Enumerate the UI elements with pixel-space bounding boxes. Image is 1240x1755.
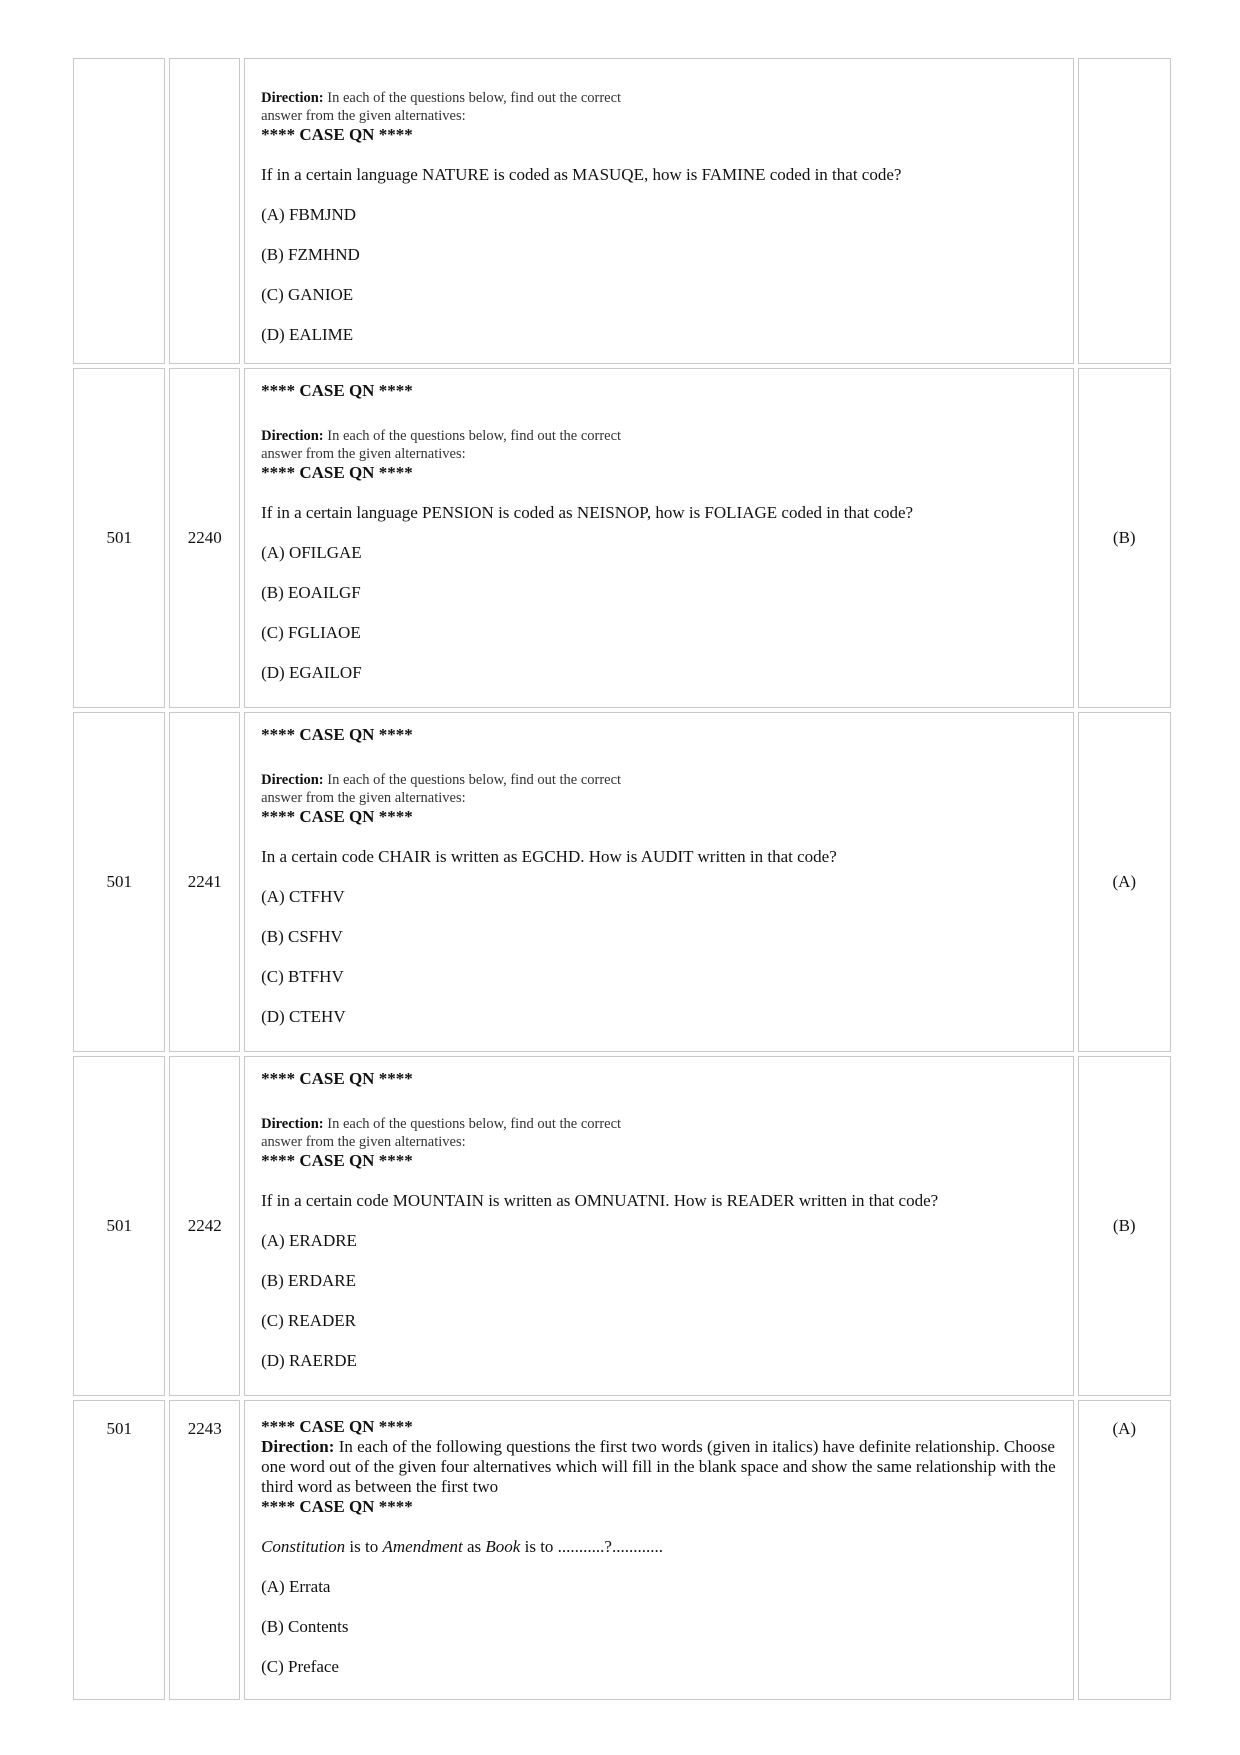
question-number-cell: 2240 [169, 368, 240, 708]
question-word-3: Book [485, 1537, 521, 1556]
paper-code-cell: 501 [73, 1400, 165, 1700]
answer-cell: (B) [1078, 1056, 1171, 1396]
case-marker: **** CASE QN **** [261, 381, 413, 400]
case-marker: **** CASE QN **** [261, 125, 413, 144]
table-row [73, 368, 1171, 708]
direction-line1: In each of the questions below, find out the correct [327, 1116, 622, 1132]
direction-line2: answer from the given alternatives: [261, 790, 466, 806]
direction-text [261, 771, 1056, 807]
question-number-cell: 2241 [169, 712, 240, 1052]
option-c: (C) BTFHV [261, 967, 344, 986]
direction-label: Direction: [261, 1116, 324, 1132]
option-b: (B) EOAILGF [261, 583, 361, 602]
option-c: (C) READER [261, 1311, 357, 1330]
case-marker: **** CASE QN **** [261, 725, 413, 744]
option-b: (B) ERDARE [261, 1271, 357, 1290]
paper-code-cell: 501 [73, 712, 165, 1052]
case-marker: **** CASE QN **** [261, 1151, 413, 1170]
direction-label: Direction: [261, 772, 324, 788]
option-a: (A) Errata [261, 1577, 331, 1596]
option-d: (D) EALIME [261, 325, 354, 344]
option-d: (D) EGAILOF [261, 663, 362, 682]
question-cell [244, 712, 1073, 1052]
answer-cell: (A) [1078, 712, 1171, 1052]
question-text: In a certain code CHAIR is written as EGCHD. How is AUDIT written in that code? [261, 847, 837, 866]
option-b: (B) Contents [261, 1617, 349, 1636]
question-text: If in a certain language PENSION is coded as NEISNOP, how is FOLIAGE coded in that code? [261, 503, 914, 522]
question-cell [244, 1056, 1073, 1396]
direction-line2: answer from the given alternatives: [261, 446, 466, 462]
case-marker: **** CASE QN **** [261, 807, 413, 826]
direction-text [261, 1115, 1056, 1151]
direction-label: Direction: [261, 1437, 335, 1456]
option-a: (A) CTFHV [261, 887, 345, 906]
option-c: (C) FGLIAOE [261, 623, 361, 642]
question-connector-2: as [462, 1537, 486, 1556]
option-d: (D) RAERDE [261, 1351, 357, 1370]
answer-cell: (B) [1078, 368, 1171, 708]
question-number-cell: 2243 [169, 1400, 240, 1700]
option-a: (A) FBMJND [261, 205, 357, 224]
option-a: (A) OFILGAE [261, 543, 362, 562]
direction-body: In each of the following questions the first two words (given in italics) have definite relationship. Choose one word out of the given four alternatives which will fill in the blank space and show the same relationship with the third word as between the first two [261, 1437, 1056, 1496]
question-text: If in a certain language NATURE is coded as MASUQE, how is FAMINE coded in that code? [261, 165, 902, 184]
case-marker: **** CASE QN **** [261, 1497, 413, 1516]
table-row [73, 1056, 1171, 1396]
direction-label: Direction: [261, 90, 324, 106]
option-c: (C) Preface [261, 1657, 339, 1676]
table-row [73, 1400, 1171, 1700]
direction-text [261, 1437, 1056, 1497]
paper-code-cell: 501 [73, 1056, 165, 1396]
question-connector-3: is to ...........?............ [520, 1537, 663, 1556]
direction-line2: answer from the given alternatives: [261, 1134, 466, 1150]
direction-label: Direction: [261, 428, 324, 444]
case-marker: **** CASE QN **** [261, 1417, 413, 1436]
question-text: If in a certain code MOUNTAIN is written as OMNUATNI. How is READER written in that code? [261, 1191, 939, 1210]
paper-code-cell: 501 [73, 368, 165, 708]
question-number-cell: 2242 [169, 1056, 240, 1396]
direction-line1: In each of the questions below, find out the correct [327, 428, 622, 444]
question-cell [244, 368, 1073, 708]
paper-code-cell [73, 58, 165, 364]
question-word-1: Constitution [261, 1537, 346, 1556]
answer-cell: (A) [1078, 1400, 1171, 1700]
table-row [73, 58, 1171, 364]
direction-line2: answer from the given alternatives: [261, 108, 466, 124]
question-text [261, 1537, 1056, 1557]
option-a: (A) ERADRE [261, 1231, 357, 1250]
case-marker: **** CASE QN **** [261, 1069, 413, 1088]
table-row [73, 712, 1171, 1052]
option-b: (B) FZMHND [261, 245, 360, 264]
option-c: (C) GANIOE [261, 285, 354, 304]
question-cell [244, 1400, 1073, 1700]
direction-text [261, 89, 1056, 125]
option-b: (B) CSFHV [261, 927, 343, 946]
question-number-cell [169, 58, 240, 364]
question-cell [244, 58, 1073, 364]
answer-cell [1078, 58, 1171, 364]
direction-text [261, 427, 1056, 463]
question-connector-1: is to [345, 1537, 383, 1556]
question-word-2: Amendment [382, 1537, 463, 1556]
option-d: (D) CTEHV [261, 1007, 346, 1026]
question-table [73, 58, 1171, 1704]
direction-line1: In each of the questions below, find out the correct [327, 772, 622, 788]
direction-line1: In each of the questions below, find out the correct [327, 90, 622, 106]
case-marker: **** CASE QN **** [261, 463, 413, 482]
